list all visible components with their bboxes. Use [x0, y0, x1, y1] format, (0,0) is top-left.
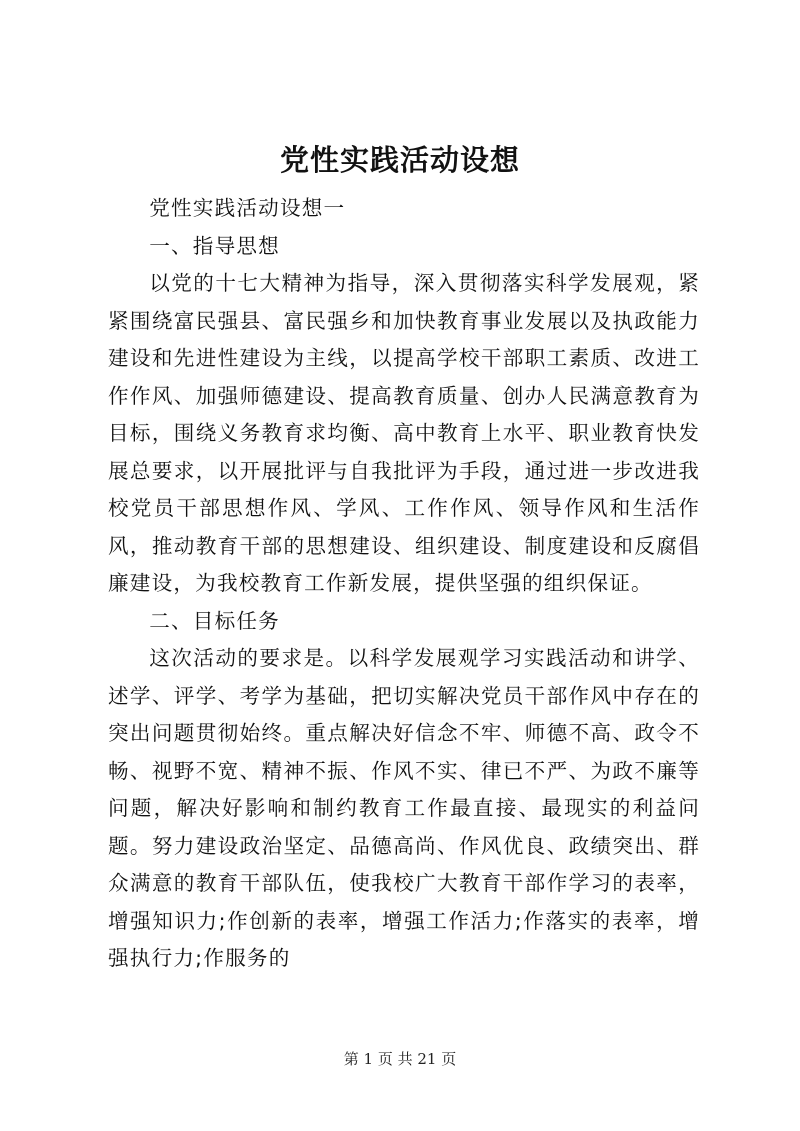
page-number-footer: 第 1 页 共 21 页 [343, 1050, 457, 1068]
body-paragraph: 这次活动的要求是。以科学发展观学习实践活动和讲学、述学、评学、考学为基础，把切实解决党员干部作风中存在的突出问题贯彻始终。重点解决好信念不牢、师德不高、政令不畅、视野不宽、精神不振、作风不实、律已不严、为政不廉等问题，解决好影响和制约教育工作最直接、最现实的利益问题。努力建设政治坚定、品德高尚、作风优良、政绩突出、群众满意的教育干部队伍，使我校广大教育干部作学习的表率，增强知识力;作创新的表率，增强工作活力;作落实的表率，增强执行力;作服务的 [108, 646, 700, 970]
document-title: 党性实践活动设想 [279, 143, 520, 177]
section-heading-goals-tasks: 二、目标任务 [149, 608, 280, 633]
section-heading-guiding-thought: 一、指导思想 [149, 233, 280, 258]
subtitle-paragraph: 党性实践活动设想一 [149, 196, 346, 220]
body-paragraph: 以党的十七大精神为指导，深入贯彻落实科学发展观，紧紧围绕富民强县、富民强乡和加快教育事业发展以及执政能力建设和先进性建设为主线，以提高学校干部职工素质、改进工作作风、加强师德建设、提高教育质量、创办人民满意教育为目标，围绕义务教育求均衡、高中教育上水平、职业教育快发展总要求，以开展批评与自我批评为手段，通过进一步改进我校党员干部思想作风、学风、工作作风、领导作风和生活作风，推动教育干部的思想建设、组织建设、制度建设和反腐倡廉建设，为我校教育工作新发展，提供坚强的组织保证。 [108, 271, 700, 595]
document-body [108, 190, 700, 978]
